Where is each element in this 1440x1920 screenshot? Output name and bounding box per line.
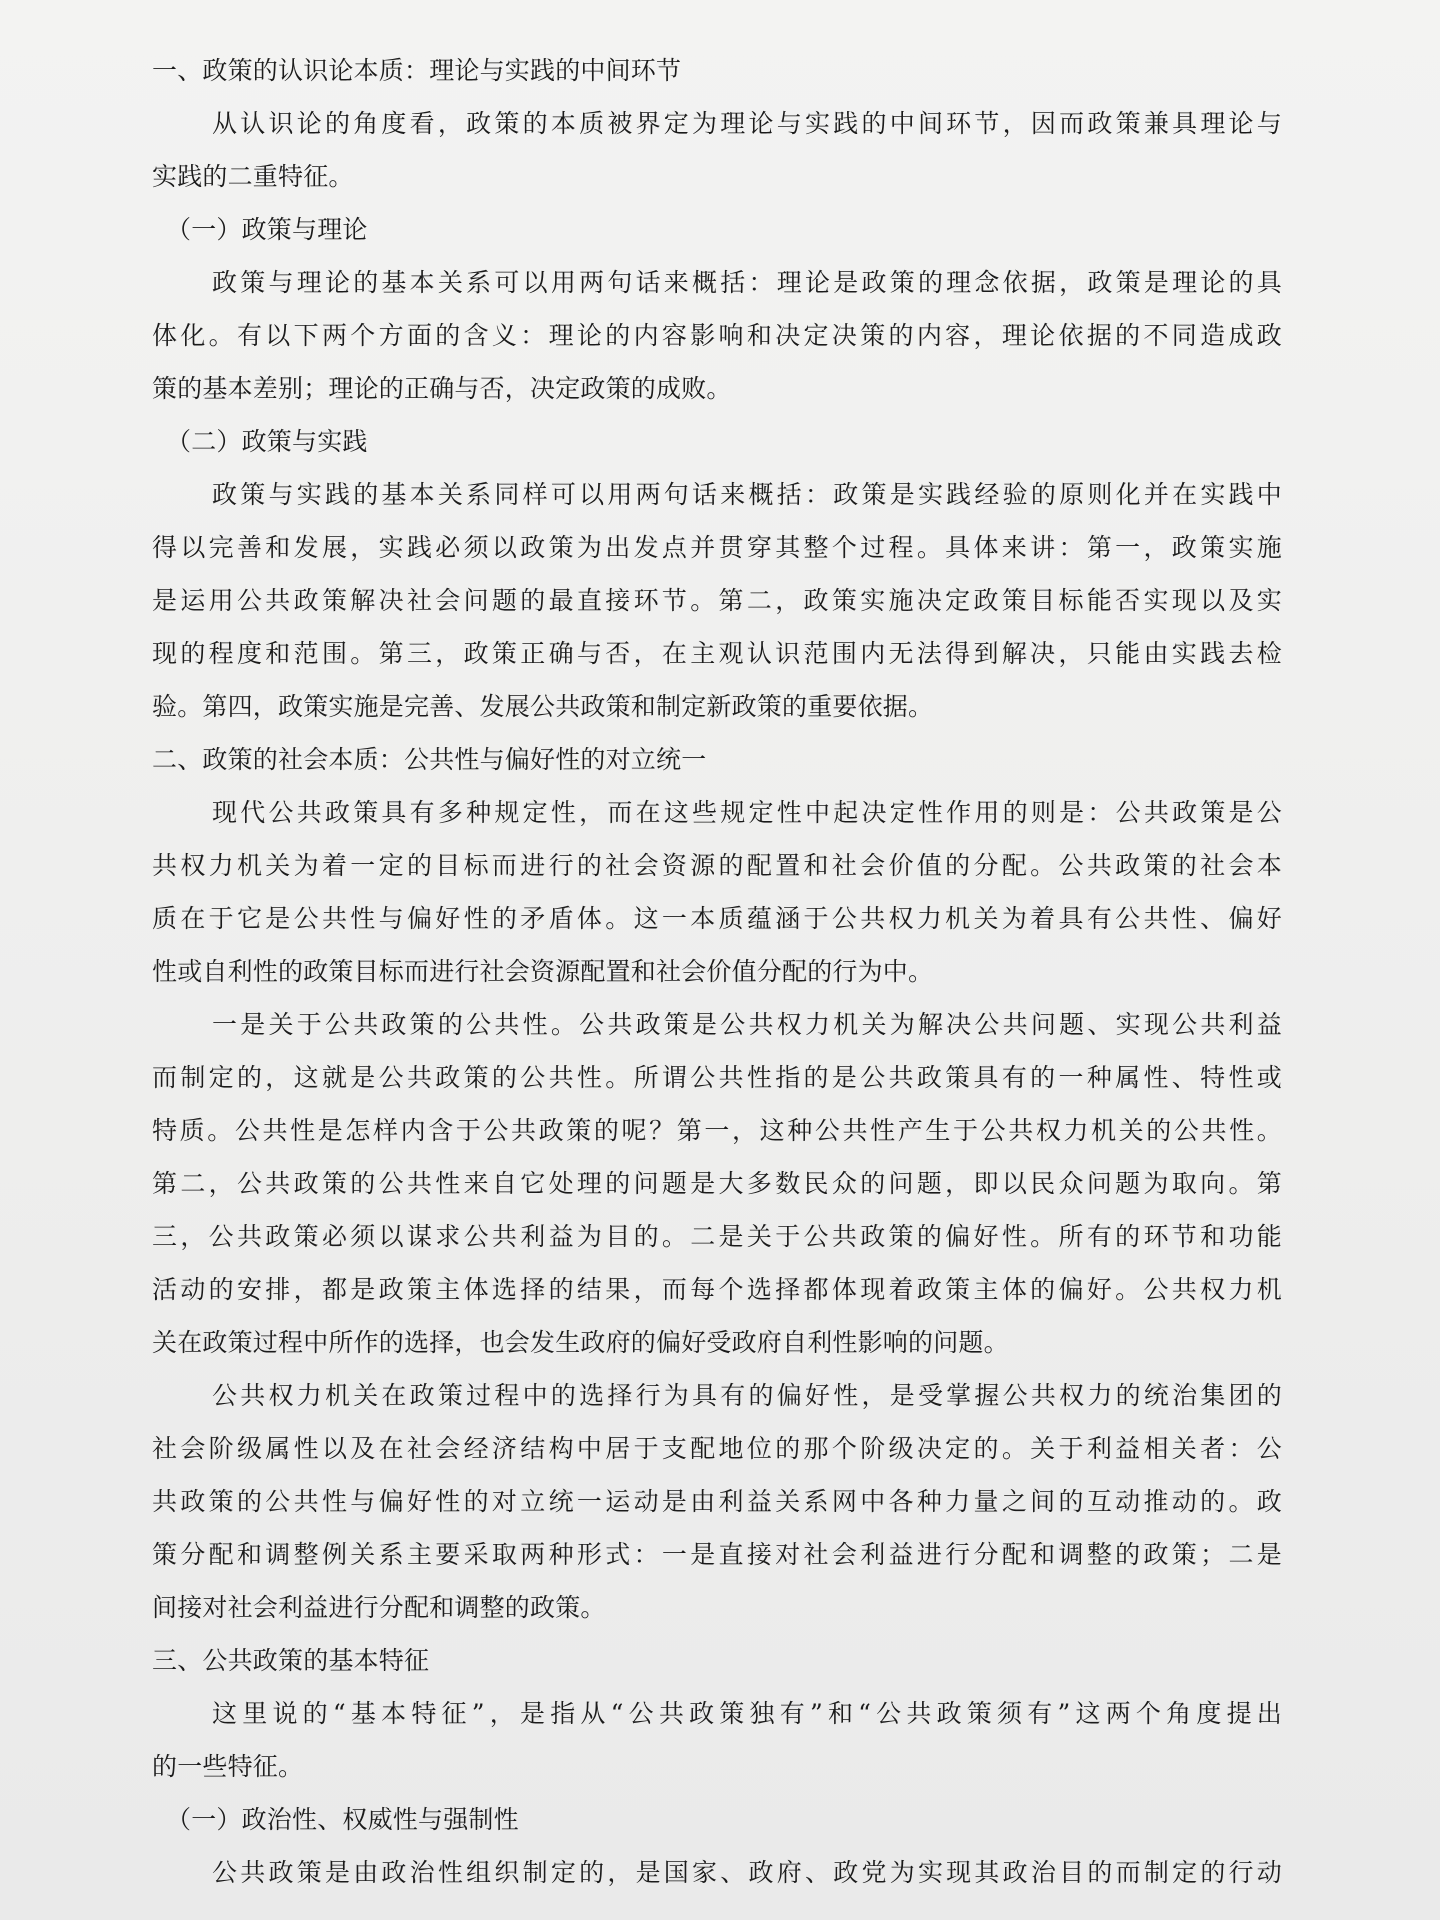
- paragraph-line: 策分配和调整例关系主要采取两种形式：一是直接对社会利益进行分配和调整的政策；二是: [152, 1540, 1282, 1569]
- subsection-heading: （二）政策与实践: [166, 427, 368, 456]
- subsection-heading: （一）政策与理论: [166, 215, 368, 244]
- subsection-heading: （一）政治性、权威性与强制性: [166, 1805, 519, 1834]
- paragraph-line: 共权力机关为着一定的目标而进行的社会资源的配置和社会价值的分配。公共政策的社会本: [152, 851, 1282, 880]
- paragraph-line: 体化。有以下两个方面的含义：理论的内容影响和决定决策的内容，理论依据的不同造成政: [152, 321, 1282, 350]
- paragraph-line: 公共权力机关在政策过程中的选择行为具有的偏好性，是受掌握公共权力的统治集团的: [212, 1381, 1282, 1410]
- section-heading: 三、公共政策的基本特征: [152, 1646, 430, 1675]
- paragraph-line: 实践的二重特征。: [152, 162, 354, 191]
- paragraph-line: 现代公共政策具有多种规定性，而在这些规定性中起决定性作用的则是：公共政策是公: [212, 798, 1282, 827]
- paragraph-line: 活动的安排，都是政策主体选择的结果，而每个选择都体现着政策主体的偏好。公共权力机: [152, 1275, 1282, 1304]
- paragraph-line: 关在政策过程中所作的选择，也会发生政府的偏好受政府自利性影响的问题。: [152, 1328, 1009, 1357]
- paragraph-line: 现的程度和范围。第三，政策正确与否，在主观认识范围内无法得到解决，只能由实践去检: [152, 639, 1282, 668]
- paragraph-line: 政策与理论的基本关系可以用两句话来概括：理论是政策的理念依据，政策是理论的具: [212, 268, 1282, 297]
- paragraph-line: 特质。公共性是怎样内含于公共政策的呢？第一，这种公共性产生于公共权力机关的公共性。: [152, 1116, 1282, 1145]
- document-body: [152, 44, 1282, 1899]
- paragraph-line: 从认识论的角度看，政策的本质被界定为理论与实践的中间环节，因而政策兼具理论与: [212, 109, 1282, 138]
- paragraph-line: 第二，公共政策的公共性来自它处理的问题是大多数民众的问题，即以民众问题为取向。第: [152, 1169, 1282, 1198]
- section-heading: 二、政策的社会本质：公共性与偏好性的对立统一: [152, 745, 707, 774]
- paragraph-line: 得以完善和发展，实践必须以政策为出发点并贯穿其整个过程。具体来讲：第一，政策实施: [152, 533, 1282, 562]
- paragraph-line: 性或自利性的政策目标而进行社会资源配置和社会价值分配的行为中。: [152, 957, 934, 986]
- paragraph-line: 是运用公共政策解决社会问题的最直接环节。第二，政策实施决定政策目标能否实现以及实: [152, 586, 1282, 615]
- paragraph-line: 社会阶级属性以及在社会经济结构中居于支配地位的那个阶级决定的。关于利益相关者：公: [152, 1434, 1282, 1463]
- paragraph-line: 政策与实践的基本关系同样可以用两句话来概括：政策是实践经验的原则化并在实践中: [212, 480, 1282, 509]
- paragraph-line: 公共政策是由政治性组织制定的，是国家、政府、政党为实现其政治目的而制定的行动: [212, 1858, 1282, 1887]
- paragraph-line: 一是关于公共政策的公共性。公共政策是公共权力机关为解决公共问题、实现公共利益: [212, 1010, 1282, 1039]
- section-heading: 一、政策的认识论本质：理论与实践的中间环节: [152, 56, 682, 85]
- paragraph-line: 质在于它是公共性与偏好性的矛盾体。这一本质蕴涵于公共权力机关为着具有公共性、偏好: [152, 904, 1282, 933]
- paragraph-line: 共政策的公共性与偏好性的对立统一运动是由利益关系网中各种力量之间的互动推动的。政: [152, 1487, 1282, 1516]
- paragraph-line: 验。第四，政策实施是完善、发展公共政策和制定新政策的重要依据。: [152, 692, 934, 721]
- paragraph-line: 的一些特征。: [152, 1752, 304, 1781]
- paragraph-line: 策的基本差别；理论的正确与否，决定政策的成败。: [152, 374, 732, 403]
- paragraph-line: 三，公共政策必须以谋求公共利益为目的。二是关于公共政策的偏好性。所有的环节和功能: [152, 1222, 1282, 1251]
- paragraph-line: 间接对社会利益进行分配和调整的政策。: [152, 1593, 606, 1622]
- paragraph-line: 这里说的“基本特征”，是指从“公共政策独有”和“公共政策须有”这两个角度提出: [212, 1699, 1282, 1728]
- paragraph-line: 而制定的，这就是公共政策的公共性。所谓公共性指的是公共政策具有的一种属性、特性或: [152, 1063, 1282, 1092]
